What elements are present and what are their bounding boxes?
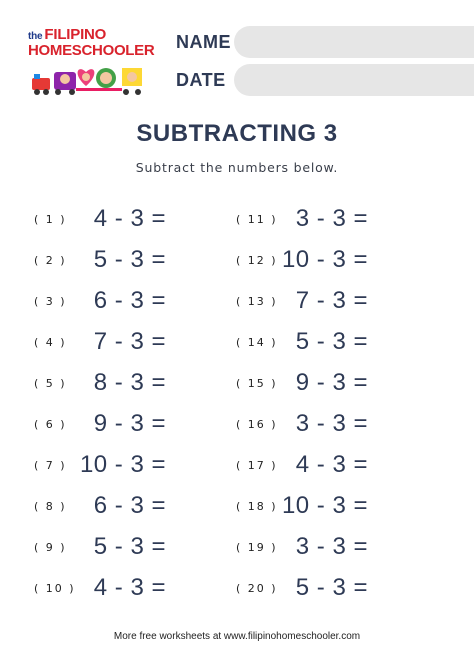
problem-number: ( 5 ): [34, 377, 67, 390]
problem-item: [34, 328, 166, 358]
problem-item: [34, 246, 166, 276]
worksheet-title: SUBTRACTING 3: [136, 120, 338, 147]
problem-item: [34, 451, 166, 481]
problem-item: [236, 574, 368, 604]
problem-item: [34, 205, 166, 235]
problem-number: ( 17 ): [236, 459, 278, 472]
problem-item: [34, 410, 166, 440]
worksheet-instructions: Subtract the numbers below.: [135, 160, 339, 175]
problem-expression: 9 - 3 =: [93, 410, 166, 437]
problem-item: [34, 492, 166, 522]
name-field[interactable]: [234, 26, 474, 58]
problem-item: [34, 369, 166, 399]
problem-number: ( 19 ): [236, 541, 278, 554]
problem-item: [236, 205, 368, 235]
problem-number: ( 12 ): [236, 254, 278, 267]
problem-expression: 4 - 3 =: [295, 451, 368, 478]
logo-illustration-icon: [30, 64, 150, 98]
problem-item: [236, 287, 368, 317]
problem-expression: 7 - 3 =: [295, 287, 368, 314]
logo-text-main: FILIPINO: [44, 26, 107, 43]
logo-text-line2: HOMESCHOOLER: [28, 42, 155, 59]
problem-number: ( 16 ): [236, 418, 278, 431]
problem-expression: 7 - 3 =: [93, 328, 166, 355]
problem-number: ( 13 ): [236, 295, 278, 308]
problem-expression: 8 - 3 =: [93, 369, 166, 396]
problem-expression: 5 - 3 =: [93, 246, 166, 273]
problem-item: [236, 533, 368, 563]
site-logo: [28, 26, 156, 102]
problem-item: [236, 246, 368, 276]
problem-number: ( 11 ): [236, 213, 278, 226]
name-label: NAME: [176, 32, 231, 52]
problem-expression: 5 - 3 =: [295, 328, 368, 355]
problem-number: ( 14 ): [236, 336, 278, 349]
problem-item: [236, 492, 368, 522]
problem-number: ( 6 ): [34, 418, 67, 431]
problem-expression: 5 - 3 =: [93, 533, 166, 560]
problem-expression: 3 - 3 =: [295, 410, 368, 437]
logo-text-line1: [28, 26, 106, 43]
problem-number: ( 18 ): [236, 500, 278, 513]
problem-number: ( 10 ): [34, 582, 76, 595]
problem-item: [236, 328, 368, 358]
problem-expression: 9 - 3 =: [295, 369, 368, 396]
problem-expression: 3 - 3 =: [295, 205, 368, 232]
problem-expression: 6 - 3 =: [93, 287, 166, 314]
problem-expression: 6 - 3 =: [93, 492, 166, 519]
problem-item: [236, 410, 368, 440]
problem-item: [236, 451, 368, 481]
problem-expression: 5 - 3 =: [295, 574, 368, 601]
problem-item: [34, 574, 166, 604]
problem-number: ( 1 ): [34, 213, 67, 226]
problem-number: ( 4 ): [34, 336, 67, 349]
logo-text-small: the: [28, 31, 43, 42]
problem-number: ( 15 ): [236, 377, 278, 390]
problem-number: ( 20 ): [236, 582, 278, 595]
date-label: DATE: [176, 70, 226, 90]
problem-expression: 10 - 3 =: [281, 492, 368, 519]
problem-item: [34, 287, 166, 317]
problem-number: ( 2 ): [34, 254, 67, 267]
problem-expression: 4 - 3 =: [93, 574, 166, 601]
problem-number: ( 7 ): [34, 459, 67, 472]
problem-item: [34, 533, 166, 563]
date-field[interactable]: [234, 64, 474, 96]
problem-expression: 4 - 3 =: [93, 205, 166, 232]
problem-number: ( 3 ): [34, 295, 67, 308]
footer-text: More free worksheets at www.filipinohomeschooler.com: [113, 631, 361, 642]
problem-expression: 10 - 3 =: [79, 451, 166, 478]
problem-number: ( 8 ): [34, 500, 67, 513]
problem-number: ( 9 ): [34, 541, 67, 554]
problem-expression: 10 - 3 =: [281, 246, 368, 273]
problem-expression: 3 - 3 =: [295, 533, 368, 560]
problem-item: [236, 369, 368, 399]
